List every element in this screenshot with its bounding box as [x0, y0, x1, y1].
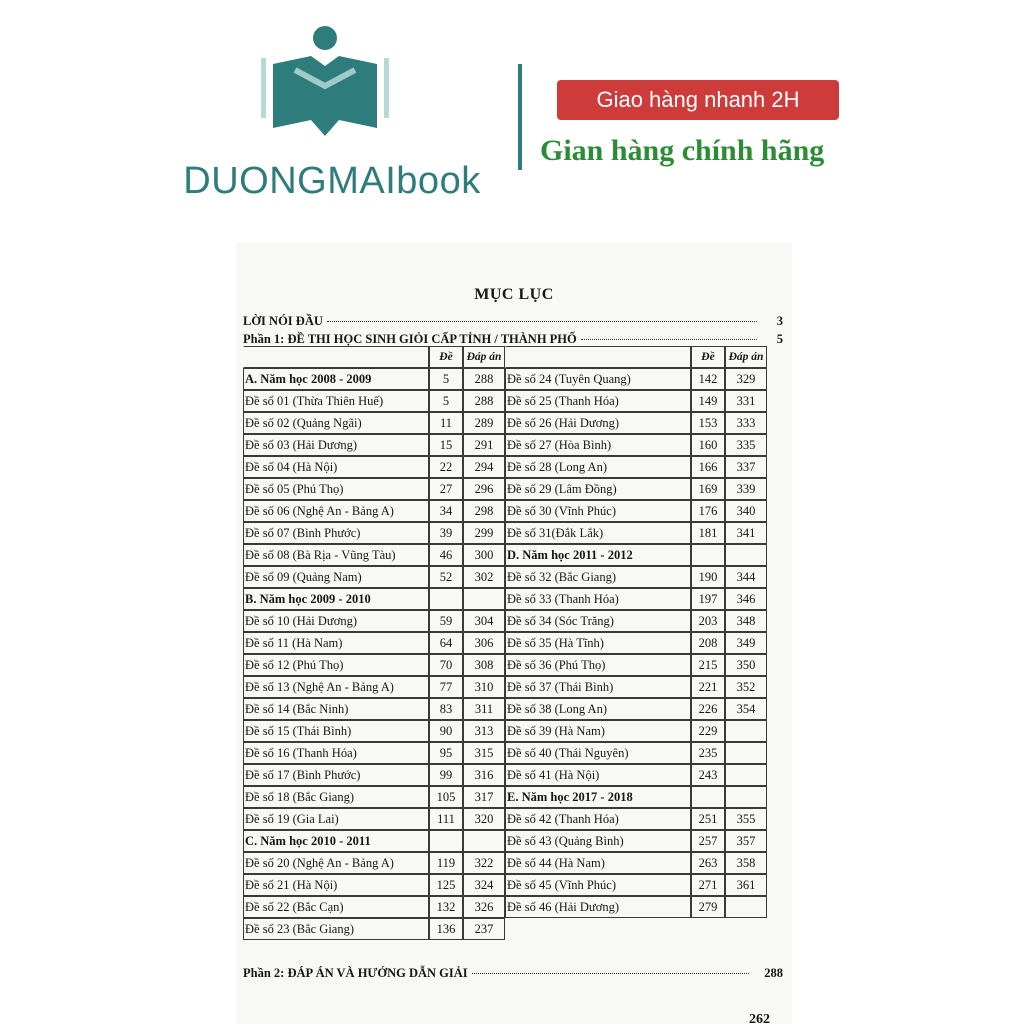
exam-name: Đề số 43 (Quảng Bình) — [505, 830, 691, 852]
answer-page: 298 — [463, 500, 505, 522]
exam-name: Đề số 04 (Hà Nội) — [243, 456, 429, 478]
open-book-person-icon — [255, 20, 395, 140]
exam-page: 15 — [429, 434, 463, 456]
exam-page: 5 — [429, 390, 463, 412]
exam-name: Đề số 31(Đắk Lắk) — [505, 522, 691, 544]
exam-page — [429, 588, 463, 610]
exam-name: Đề số 24 (Tuyên Quang) — [505, 368, 691, 390]
exam-name: Đề số 14 (Bắc Ninh) — [243, 698, 429, 720]
answer-page: 310 — [463, 676, 505, 698]
answer-page — [725, 764, 767, 786]
answer-page: 316 — [463, 764, 505, 786]
header-divider — [518, 64, 522, 170]
delivery-badge: Giao hàng nhanh 2H — [557, 80, 839, 120]
exam-page: 70 — [429, 654, 463, 676]
exam-name: Đề số 09 (Quảng Nam) — [243, 566, 429, 588]
answer-page: 320 — [463, 808, 505, 830]
exam-page: 119 — [429, 852, 463, 874]
toc-table — [243, 346, 766, 946]
exam-page: 111 — [429, 808, 463, 830]
answer-page — [463, 588, 505, 610]
exam-page: 59 — [429, 610, 463, 632]
answer-page: 333 — [725, 412, 767, 434]
answer-page — [725, 786, 767, 808]
dot-leader — [472, 973, 749, 974]
exam-name: Đề số 25 (Thanh Hóa) — [505, 390, 691, 412]
exam-name: Đề số 10 (Hải Dương) — [243, 610, 429, 632]
answer-page — [725, 742, 767, 764]
toc-page — [236, 242, 792, 1027]
exam-name: Đề số 08 (Bà Rịa - Vũng Tàu) — [243, 544, 429, 566]
answer-page: 308 — [463, 654, 505, 676]
exam-page — [691, 786, 725, 808]
answer-page: 304 — [463, 610, 505, 632]
exam-name: Đề số 41 (Hà Nội) — [505, 764, 691, 786]
exam-page: 243 — [691, 764, 725, 786]
exam-page: 251 — [691, 808, 725, 830]
exam-name: Đề số 37 (Thái Bình) — [505, 676, 691, 698]
answer-page: 329 — [725, 368, 767, 390]
exam-name: Đề số 45 (Vĩnh Phúc) — [505, 874, 691, 896]
answer-page: 346 — [725, 588, 767, 610]
exam-page: 132 — [429, 896, 463, 918]
exam-name: Đề số 44 (Hà Nam) — [505, 852, 691, 874]
answer-page — [725, 544, 767, 566]
logo-head — [313, 26, 337, 50]
exam-name: Đề số 40 (Thái Nguyên) — [505, 742, 691, 764]
exam-page: 215 — [691, 654, 725, 676]
exam-page: 142 — [691, 368, 725, 390]
logo-book — [273, 56, 377, 136]
answer-page: 352 — [725, 676, 767, 698]
answer-page: 311 — [463, 698, 505, 720]
dot-leader — [327, 321, 757, 322]
exam-page: 27 — [429, 478, 463, 500]
exam-page: 34 — [429, 500, 463, 522]
answer-page: 361 — [725, 874, 767, 896]
exam-page: 136 — [429, 918, 463, 940]
exam-name: Đề số 27 (Hòa Bình) — [505, 434, 691, 456]
exam-page: 203 — [691, 610, 725, 632]
toc-line-page: 3 — [776, 314, 783, 328]
toc-line-label: LỜI NÓI ĐẦU — [243, 314, 323, 328]
answer-page: 326 — [463, 896, 505, 918]
exam-name: Đề số 07 (Bình Phước) — [243, 522, 429, 544]
answer-page: 317 — [463, 786, 505, 808]
answer-page: 324 — [463, 874, 505, 896]
exam-name: Đề số 30 (Vĩnh Phúc) — [505, 500, 691, 522]
answer-page: 306 — [463, 632, 505, 654]
toc-line-label: Phần 1: ĐỀ THI HỌC SINH GIỎI CẤP TỈNH / THÀNH PHỐ — [243, 332, 577, 346]
exam-page: 95 — [429, 742, 463, 764]
exam-page: 208 — [691, 632, 725, 654]
exam-page: 176 — [691, 500, 725, 522]
answer-page: 291 — [463, 434, 505, 456]
answer-page — [463, 830, 505, 852]
exam-page: 5 — [429, 368, 463, 390]
answer-page: 322 — [463, 852, 505, 874]
exam-page: 279 — [691, 896, 725, 918]
answer-page: 315 — [463, 742, 505, 764]
header-answer: Đáp án — [725, 346, 767, 368]
exam-page: 99 — [429, 764, 463, 786]
toc-line-page: 288 — [764, 966, 783, 980]
exam-name: Đề số 19 (Gia Lai) — [243, 808, 429, 830]
exam-name: Đề số 46 (Hải Dương) — [505, 896, 691, 918]
answer-page: 335 — [725, 434, 767, 456]
exam-page: 52 — [429, 566, 463, 588]
exam-page: 39 — [429, 522, 463, 544]
toc-line-page: 5 — [776, 332, 783, 346]
exam-name: Đề số 28 (Long An) — [505, 456, 691, 478]
exam-name: Đề số 02 (Quảng Ngãi) — [243, 412, 429, 434]
dot-leader — [581, 339, 757, 340]
header-exam: Đề — [429, 346, 463, 368]
exam-name: Đề số 22 (Bắc Cạn) — [243, 896, 429, 918]
exam-page: 64 — [429, 632, 463, 654]
section-header: B. Năm học 2009 - 2010 — [243, 588, 429, 610]
answer-page: 348 — [725, 610, 767, 632]
exam-page: 197 — [691, 588, 725, 610]
exam-name: Đề số 13 (Nghệ An - Bảng A) — [243, 676, 429, 698]
answer-page: 350 — [725, 654, 767, 676]
brand-name: DUONGMAIbook — [183, 160, 481, 202]
exam-name: Đề số 32 (Bắc Giang) — [505, 566, 691, 588]
exam-name: Đề số 26 (Hải Dương) — [505, 412, 691, 434]
page-title: MỤC LỤC — [474, 286, 554, 303]
answer-page: 300 — [463, 544, 505, 566]
exam-name: Đề số 16 (Thanh Hóa) — [243, 742, 429, 764]
answer-page: 294 — [463, 456, 505, 478]
exam-page: 149 — [691, 390, 725, 412]
exam-name: Đề số 21 (Hà Nội) — [243, 874, 429, 896]
answer-page: 354 — [725, 698, 767, 720]
answer-page: 302 — [463, 566, 505, 588]
exam-page: 90 — [429, 720, 463, 742]
answer-page: 349 — [725, 632, 767, 654]
exam-name: Đề số 35 (Hà Tĩnh) — [505, 632, 691, 654]
section-header: E. Năm học 2017 - 2018 — [505, 786, 691, 808]
answer-page: 355 — [725, 808, 767, 830]
exam-name: Đề số 01 (Thừa Thiên Huế) — [243, 390, 429, 412]
exam-name: Đề số 20 (Nghệ An - Bảng A) — [243, 852, 429, 874]
answer-page: 331 — [725, 390, 767, 412]
exam-name: Đề số 34 (Sóc Trăng) — [505, 610, 691, 632]
exam-page: 160 — [691, 434, 725, 456]
exam-name: Đề số 06 (Nghệ An - Bảng A) — [243, 500, 429, 522]
section-header: A. Năm học 2008 - 2009 — [243, 368, 429, 390]
exam-page: 83 — [429, 698, 463, 720]
exam-name: Đề số 39 (Hà Nam) — [505, 720, 691, 742]
answer-page: 289 — [463, 412, 505, 434]
exam-page — [691, 544, 725, 566]
exam-name: Đề số 15 (Thái Bình) — [243, 720, 429, 742]
exam-name: Đề số 23 (Bắc Giang) — [243, 918, 429, 940]
exam-page: 125 — [429, 874, 463, 896]
exam-name: Đề số 29 (Lâm Đồng) — [505, 478, 691, 500]
exam-page: 235 — [691, 742, 725, 764]
answer-page: 358 — [725, 852, 767, 874]
exam-name: Đề số 42 (Thanh Hóa) — [505, 808, 691, 830]
toc-line-part2 — [243, 966, 783, 981]
header-answer: Đáp án — [463, 346, 505, 368]
section-header: D. Năm học 2011 - 2012 — [505, 544, 691, 566]
exam-name: Đề số 17 (Bình Phước) — [243, 764, 429, 786]
exam-page: 166 — [691, 456, 725, 478]
exam-page: 271 — [691, 874, 725, 896]
exam-page: 77 — [429, 676, 463, 698]
exam-name: Đề số 38 (Long An) — [505, 698, 691, 720]
exam-page: 229 — [691, 720, 725, 742]
exam-page: 263 — [691, 852, 725, 874]
toc-line-label: Phần 2: ĐÁP ÁN VÀ HƯỚNG DẪN GIẢI — [243, 966, 468, 980]
toc-line-part1 — [243, 332, 783, 347]
exam-page: 11 — [429, 412, 463, 434]
exam-name: Đề số 18 (Bắc Giang) — [243, 786, 429, 808]
table-header-blank — [243, 346, 429, 368]
exam-name: Đề số 33 (Thanh Hóa) — [505, 588, 691, 610]
answer-page: 237 — [463, 918, 505, 940]
answer-page: 288 — [463, 390, 505, 412]
exam-page: 226 — [691, 698, 725, 720]
section-header: C. Năm học 2010 - 2011 — [243, 830, 429, 852]
answer-page: 299 — [463, 522, 505, 544]
exam-page: 257 — [691, 830, 725, 852]
exam-name: Đề số 05 (Phú Thọ) — [243, 478, 429, 500]
exam-page: 22 — [429, 456, 463, 478]
exam-page: 181 — [691, 522, 725, 544]
exam-name: Đề số 11 (Hà Nam) — [243, 632, 429, 654]
answer-page: 313 — [463, 720, 505, 742]
table-header-blank — [505, 346, 691, 368]
official-store-label: Gian hàng chính hãng — [540, 134, 825, 167]
exam-name: Đề số 03 (Hải Dương) — [243, 434, 429, 456]
answer-page: 344 — [725, 566, 767, 588]
exam-page — [429, 830, 463, 852]
header-exam: Đề — [691, 346, 725, 368]
answer-page: 340 — [725, 500, 767, 522]
answer-page — [725, 896, 767, 918]
answer-page — [725, 720, 767, 742]
exam-page: 153 — [691, 412, 725, 434]
answer-page: 341 — [725, 522, 767, 544]
toc-line-preface — [243, 314, 783, 329]
exam-name: Đề số 36 (Phú Thọ) — [505, 654, 691, 676]
exam-page: 105 — [429, 786, 463, 808]
answer-page: 337 — [725, 456, 767, 478]
exam-name: Đề số 12 (Phú Thọ) — [243, 654, 429, 676]
exam-page: 169 — [691, 478, 725, 500]
exam-page: 190 — [691, 566, 725, 588]
answer-page: 339 — [725, 478, 767, 500]
answer-page: 288 — [463, 368, 505, 390]
exam-page: 221 — [691, 676, 725, 698]
page-number: 262 — [749, 1012, 770, 1027]
answer-page: 296 — [463, 478, 505, 500]
exam-page: 46 — [429, 544, 463, 566]
answer-page: 357 — [725, 830, 767, 852]
